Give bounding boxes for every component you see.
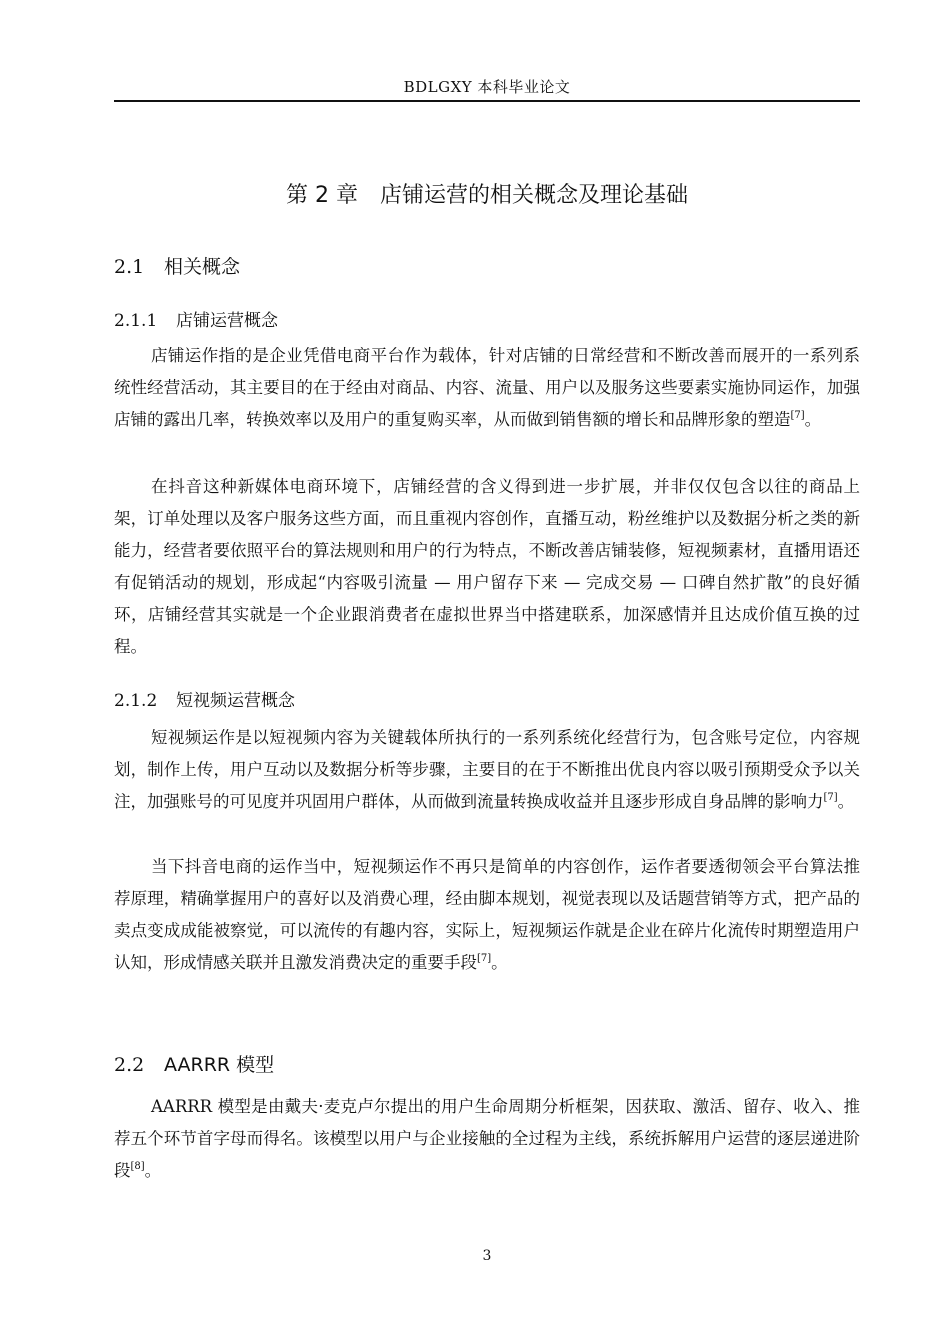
subsection-number: 2.1.2: [114, 691, 158, 711]
paragraph-end: 。: [491, 953, 508, 972]
running-header: BDLGXY 本科毕业论文: [403, 78, 571, 96]
paragraph-text: 在抖音这种新媒体电商环境下，店铺经营的含义得到进一步扩展，并非仅仅包含以往的商品上架，订单处理以及客户服务这些方面，而且重视内容创作，直播互动，粉丝维护以及数据分析之类的新能力，经营者要依照平台的算法规则和用户的行为特点，不断改善店铺装修，短视频素材，直播用语还有促销活动的规划，形成起“内容吸引流量 — 用户留存下来 — 完成交易 — 口碑自然扩散”的良好循环，店铺经营其实就是一个企业跟消费者在虚拟世界当中搭建联系，加深感情并且达成价值互换的过程。: [114, 477, 860, 656]
paragraph-text: 店铺运作指的是企业凭借电商平台作为载体，针对店铺的日常经营和不断改善而展开的一系列系统性经营活动，其主要目的在于经由对商品、内容、流量、用户以及服务这些要素实施协同运作，加强店铺的露出几率，转换效率以及用户的重复购买率，从而做到销售额的增长和品牌形象的塑造: [114, 346, 860, 429]
subsection-number: 2.1.1: [114, 311, 158, 331]
subsection-heading-2-1-1: [114, 306, 278, 331]
section-title: 相关概念: [164, 256, 241, 278]
chapter-title-text: 店铺运营的相关概念及理论基础: [379, 183, 688, 208]
section-number: 2.1: [114, 256, 145, 278]
paragraph: [114, 471, 860, 663]
citation: [7]: [790, 410, 805, 421]
subsection-title: 短视频运营概念: [176, 691, 295, 711]
citation: [7]: [477, 953, 492, 964]
header-rule: [114, 100, 860, 102]
citation: [8]: [130, 1161, 145, 1172]
subsection-title: 店铺运营概念: [176, 311, 278, 331]
paragraph: [114, 851, 860, 979]
section-number: 2.2: [114, 1054, 145, 1076]
chapter-number: 第 2 章: [286, 183, 358, 208]
paragraph-text: AARRR 模型是由戴夫·麦克卢尔提出的用户生命周期分析框架，因获取、激活、留存、收入、推荐五个环节首字母而得名。该模型以用户与企业接触的全过程为主线，系统拆解用户运营的逐层递进阶段: [114, 1097, 860, 1180]
chapter-title: [114, 178, 860, 209]
paragraph-text: 当下抖音电商的运作当中，短视频运作不再只是简单的内容创作，运作者要透彻领会平台算法推荐原理，精确掌握用户的喜好以及消费心理，经由脚本规划，视觉表现以及话题营销等方式，把产品的卖点变成成能被察觉，可以流传的有趣内容，实际上，短视频运作就是企业在碎片化流传时期塑造用户认知，形成情感关联并且激发消费决定的重要手段: [114, 857, 860, 972]
page-number: 3: [482, 1248, 492, 1264]
section-heading-2-2: [114, 1050, 274, 1077]
section-title: AARRR 模型: [164, 1054, 275, 1076]
paragraph: [114, 1091, 860, 1187]
paragraph: [114, 722, 860, 818]
section-heading-2-1: [114, 252, 240, 279]
paragraph-end: 。: [804, 410, 822, 429]
paragraph-end: 。: [837, 792, 855, 811]
paragraph-end: 。: [144, 1161, 162, 1180]
subsection-heading-2-1-2: [114, 686, 295, 711]
paragraph: [114, 340, 860, 436]
paragraph-text: 短视频运作是以短视频内容为关键载体所执行的一系列系统化经营行为，包含账号定位，内容规划，制作上传，用户互动以及数据分析等步骤，主要目的在于不断推出优良内容以吸引预期受众予以关注，加强账号的可见度并巩固用户群体，从而做到流量转换成收益并且逐步形成自身品牌的影响力: [114, 728, 860, 811]
citation: [7]: [823, 792, 838, 803]
